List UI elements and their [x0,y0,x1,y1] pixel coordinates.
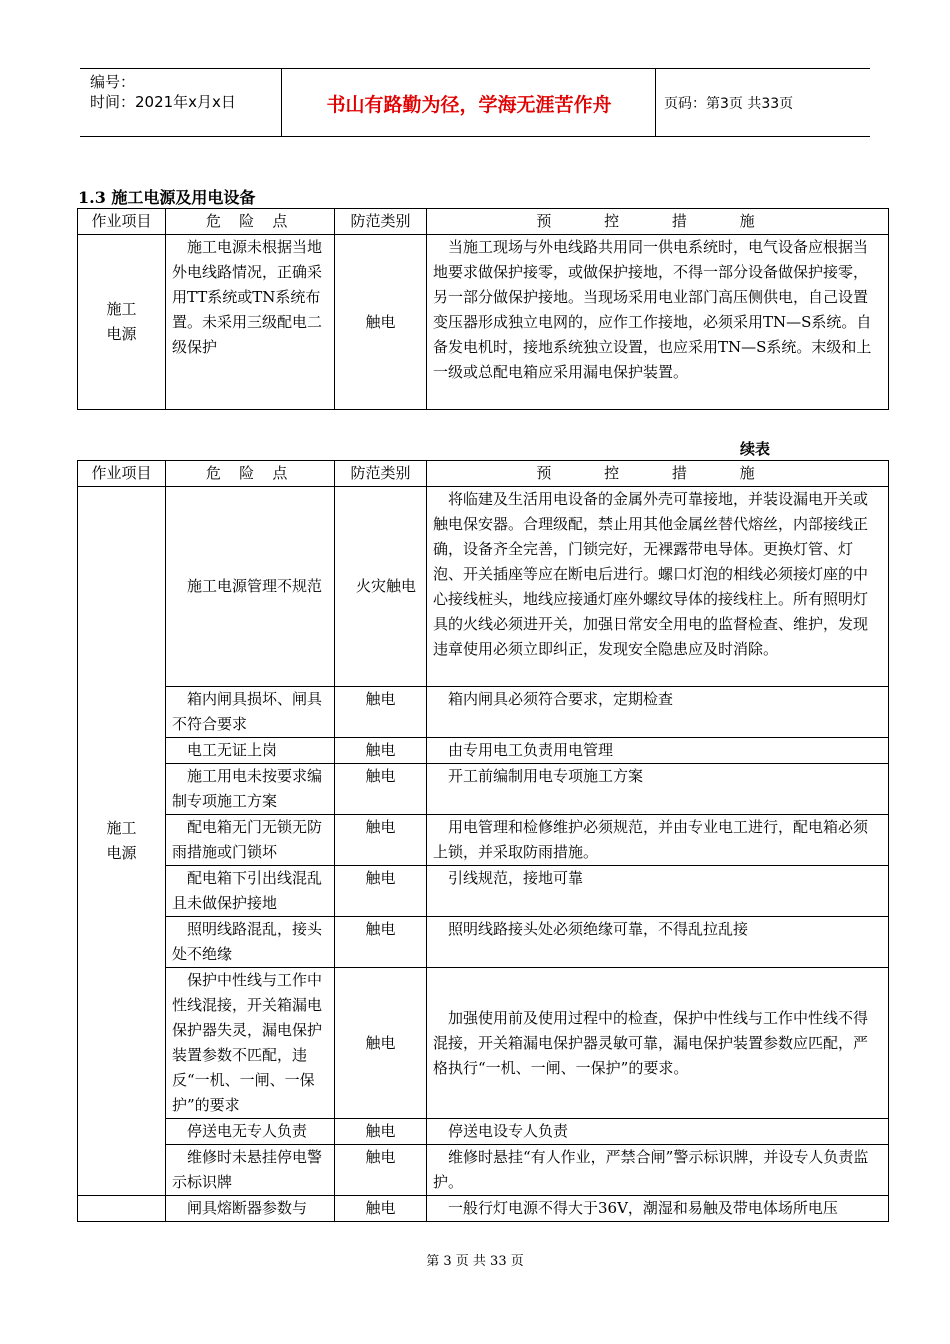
header-divider-right [655,68,656,136]
section-title: 1.3 施工电源及用电设备 [78,188,256,207]
col-header-item: 作业项目 [78,461,166,487]
col-header-hazard: 危 险 点 [166,461,335,487]
hazard-cell: 施工电源未根据当地外电线路情况，正确采用TT系统或TN系统布置。未采用三级配电二级保护 [166,235,335,410]
header-meta [90,72,236,112]
category-cell: 触电 [335,738,427,764]
table-row [78,487,889,687]
col-header-item: 作业项目 [78,209,166,235]
measure-cell: 开工前编制用电专项施工方案 [427,764,889,815]
table-row [78,815,889,866]
measure-cell: 箱内闸具必须符合要求，定期检查 [427,687,889,738]
category-cell: 触电 [335,968,427,1119]
hazard-cell: 箱内闸具损坏、闸具不符合要求 [166,687,335,738]
category-cell: 触电 [335,815,427,866]
category-cell: 触电 [335,764,427,815]
hazard-cell: 维修时未悬挂停电警示标识牌 [166,1145,335,1196]
hazard-cell: 施工用电未按要求编制专项施工方案 [166,764,335,815]
measure-cell: 用电管理和检修维护必须规范，并由专业电工进行，配电箱必须上锁，并采取防雨措施。 [427,815,889,866]
item-cell [78,487,166,1196]
measure-cell: 加强使用前及使用过程中的检查，保护中性线与工作中性线不得混接，开关箱漏电保护器灵敏可靠，漏电保护装置参数应匹配，严格执行“一机、一闸、一保护”的要求。 [427,968,889,1119]
measure-cell: 引线规范，接地可靠 [427,866,889,917]
hazard-cell: 停送电无专人负责 [166,1119,335,1145]
col-header-hazard: 危 险 点 [166,209,335,235]
table-row [78,866,889,917]
table-row [78,235,889,410]
hazard-cell: 闸具熔断器参数与 [166,1196,335,1222]
measure-cell: 由专用电工负责用电管理 [427,738,889,764]
col-header-measure: 预 控 措 施 [427,461,889,487]
table-row [78,1196,889,1222]
category-cell: 触电 [335,1196,427,1222]
category-cell: 触电 [335,1119,427,1145]
hazard-cell: 施工电源管理不规范 [166,487,335,687]
serial-label: 编号： [90,73,136,91]
col-header-measure: 预 控 措 施 [427,209,889,235]
col-header-category: 防范类别 [335,461,427,487]
category-cell: 触电 [335,1145,427,1196]
category-cell: 触电 [335,866,427,917]
hazard-table-1 [77,208,889,410]
measure-cell: 照明线路接头处必须绝缘可靠，不得乱拉乱接 [427,917,889,968]
hazard-cell: 照明线路混乱，接头处不绝缘 [166,917,335,968]
header-motto: 书山有路勤为径，学海无涯苦作舟 [326,94,612,116]
col-header-category: 防范类别 [335,209,427,235]
table-header-row [78,209,889,235]
table-row [78,738,889,764]
header-page-label: 页码：第3页 共33页 [664,96,794,112]
header-top-rule [80,68,870,69]
measure-cell: 维修时悬挂“有人作业，严禁合闸”警示标识牌，并设专人负责监护。 [427,1145,889,1196]
measure-cell: 将临建及生活用电设备的金属外壳可靠接地，并装设漏电开关或触电保安器。合理级配，禁止用其他金属丝替代熔丝，内部接线正确，设备齐全完善，门锁完好，无裸露带电导体。更换灯管、灯泡、开关插座等应在断电后进行。螺口灯泡的相线必须接灯座的中心接线桩头，地线应接通灯座外螺纹导体的接线柱上。所有照明灯具的火线必须进开关，加强日常安全用电的监督检查、维护，发现违章使用必须立即纠正，发现安全隐患应及时消除。 [427,487,889,687]
header-divider-left [281,68,282,136]
item-cell [78,235,166,410]
hazard-cell: 配电箱下引出线混乱且未做保护接地 [166,866,335,917]
hazard-table-2 [77,460,889,1222]
table-row [78,687,889,738]
item-cell-empty [78,1196,166,1222]
category-cell: 触电 [335,917,427,968]
page-footer: 第 3 页 共 33 页 [426,1254,524,1269]
hazard-cell: 电工无证上岗 [166,738,335,764]
header-bottom-rule [80,136,870,137]
continued-label: 续表 [740,440,771,458]
table-row [78,1119,889,1145]
hazard-cell: 配电箱无门无锁无防雨措施或门锁坏 [166,815,335,866]
measure-cell: 停送电设专人负责 [427,1119,889,1145]
category-cell: 火灾触电 [335,487,427,687]
item-text: 施工电源 [106,819,137,862]
table-row [78,764,889,815]
category-cell: 触电 [335,235,427,410]
table-row [78,1145,889,1196]
table-row [78,917,889,968]
measure-cell: 一般行灯电源不得大于36V，潮湿和易触及带电体场所电压 [427,1196,889,1222]
hazard-cell: 保护中性线与工作中性线混接，开关箱漏电保护器失灵，漏电保护装置参数不匹配，违反“一机、一闸、一保护”的要求 [166,968,335,1119]
item-text: 施工电源 [106,300,137,343]
table-row [78,968,889,1119]
category-cell: 触电 [335,687,427,738]
date-label: 时间：2021年x月x日 [90,93,236,111]
table-header-row [78,461,889,487]
measure-cell: 当施工现场与外电线路共用同一供电系统时，电气设备应根据当地要求做保护接零，或做保护接地，不得一部分设备做保护接零，另一部分做保护接地。当现场采用电业部门高压侧供电，自己设置变压器形成独立电网的，应作工作接地，必须采用TN—S系统。自备发电机时，接地系统独立设置，也应采用TN—S系统。末级和上一级或总配电箱应采用漏电保护装置。 [427,235,889,410]
